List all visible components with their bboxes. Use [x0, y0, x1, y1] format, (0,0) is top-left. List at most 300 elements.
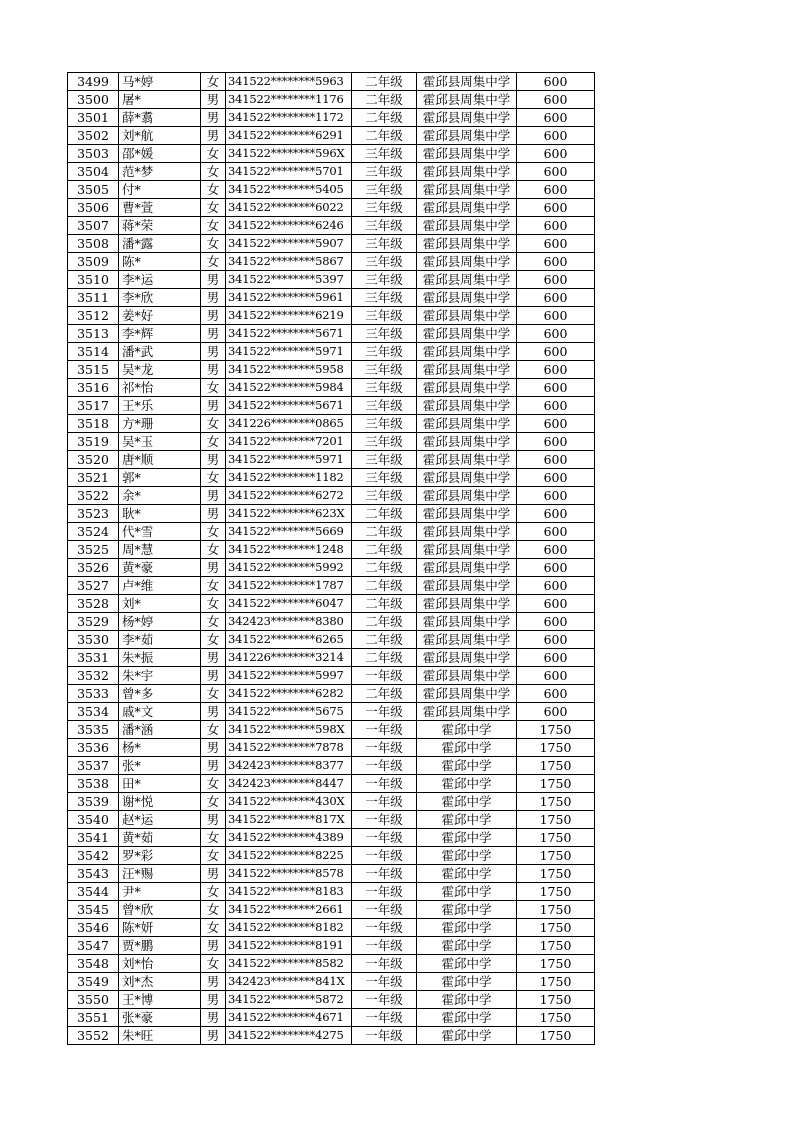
student-name: 黄*茹: [119, 829, 201, 847]
school-name: 霍邱县周集中学: [417, 271, 517, 289]
table-row: [68, 271, 595, 289]
student-name: 张*豪: [119, 1009, 201, 1027]
row-number: 3549: [68, 973, 119, 991]
row-number: 3548: [68, 955, 119, 973]
table-row: [68, 109, 595, 127]
aid-amount: 600: [517, 595, 595, 613]
aid-amount: 600: [517, 649, 595, 667]
gender: 男: [201, 703, 226, 721]
table-row: [68, 199, 595, 217]
table-row: [68, 217, 595, 235]
row-number: 3519: [68, 433, 119, 451]
school-name: 霍邱县周集中学: [417, 91, 517, 109]
gender: 女: [201, 379, 226, 397]
school-name: 霍邱中学: [417, 721, 517, 739]
id-card-number: 341522********6291: [226, 127, 352, 145]
school-name: 霍邱县周集中学: [417, 613, 517, 631]
gender: 男: [201, 739, 226, 757]
school-name: 霍邱中学: [417, 937, 517, 955]
gender: 男: [201, 1009, 226, 1027]
school-name: 霍邱县周集中学: [417, 253, 517, 271]
aid-amount: 600: [517, 145, 595, 163]
grade: 二年级: [352, 577, 417, 595]
student-name: 尹*: [119, 883, 201, 901]
aid-amount: 1750: [517, 847, 595, 865]
student-name: 方*珊: [119, 415, 201, 433]
grade: 一年级: [352, 847, 417, 865]
student-name: 田*: [119, 775, 201, 793]
id-card-number: 341522********4389: [226, 829, 352, 847]
school-name: 霍邱县周集中学: [417, 433, 517, 451]
id-card-number: 341522********5872: [226, 991, 352, 1009]
table-row: [68, 541, 595, 559]
row-number: 3538: [68, 775, 119, 793]
school-name: 霍邱县周集中学: [417, 235, 517, 253]
id-card-number: 342423********841X: [226, 973, 352, 991]
table-row: [68, 1027, 595, 1045]
gender: 女: [201, 595, 226, 613]
row-number: 3518: [68, 415, 119, 433]
student-name: 朱*宇: [119, 667, 201, 685]
grade: 二年级: [352, 559, 417, 577]
aid-amount: 600: [517, 577, 595, 595]
school-name: 霍邱县周集中学: [417, 577, 517, 595]
aid-amount: 600: [517, 667, 595, 685]
row-number: 3506: [68, 199, 119, 217]
school-name: 霍邱中学: [417, 1009, 517, 1027]
table-row: [68, 253, 595, 271]
row-number: 3539: [68, 793, 119, 811]
student-name: 蒋*荣: [119, 217, 201, 235]
school-name: 霍邱县周集中学: [417, 325, 517, 343]
table-row: [68, 847, 595, 865]
aid-amount: 600: [517, 343, 595, 361]
id-card-number: 341522********1182: [226, 469, 352, 487]
table-row: [68, 667, 595, 685]
student-name: 李*运: [119, 271, 201, 289]
grade: 三年级: [352, 289, 417, 307]
table-row: [68, 289, 595, 307]
aid-amount: 600: [517, 631, 595, 649]
student-name: 陈*妍: [119, 919, 201, 937]
row-number: 3544: [68, 883, 119, 901]
grade: 二年级: [352, 523, 417, 541]
aid-amount: 1750: [517, 901, 595, 919]
school-name: 霍邱县周集中学: [417, 361, 517, 379]
table-row: [68, 523, 595, 541]
id-card-number: 341522********596X: [226, 145, 352, 163]
row-number: 3545: [68, 901, 119, 919]
aid-amount: 600: [517, 253, 595, 271]
aid-amount: 600: [517, 451, 595, 469]
id-card-number: 342423********8380: [226, 613, 352, 631]
row-number: 3515: [68, 361, 119, 379]
grade: 三年级: [352, 379, 417, 397]
gender: 男: [201, 667, 226, 685]
school-name: 霍邱县周集中学: [417, 109, 517, 127]
gender: 男: [201, 451, 226, 469]
row-number: 3509: [68, 253, 119, 271]
table-row: [68, 73, 595, 91]
school-name: 霍邱中学: [417, 739, 517, 757]
student-name: 马*婷: [119, 73, 201, 91]
grade: 三年级: [352, 343, 417, 361]
gender: 男: [201, 649, 226, 667]
id-card-number: 341522********5671: [226, 397, 352, 415]
school-name: 霍邱县周集中学: [417, 667, 517, 685]
id-card-number: 341522********7878: [226, 739, 352, 757]
id-card-number: 341522********6047: [226, 595, 352, 613]
id-card-number: 341522********5992: [226, 559, 352, 577]
row-number: 3504: [68, 163, 119, 181]
id-card-number: 341522********6282: [226, 685, 352, 703]
school-name: 霍邱中学: [417, 829, 517, 847]
student-name: 王*博: [119, 991, 201, 1009]
id-card-number: 341522********5397: [226, 271, 352, 289]
row-number: 3501: [68, 109, 119, 127]
aid-amount: 600: [517, 487, 595, 505]
table-row: [68, 451, 595, 469]
student-name: 黄*豪: [119, 559, 201, 577]
gender: 男: [201, 865, 226, 883]
school-name: 霍邱县周集中学: [417, 163, 517, 181]
student-name: 王*乐: [119, 397, 201, 415]
gender: 女: [201, 433, 226, 451]
school-name: 霍邱中学: [417, 793, 517, 811]
school-name: 霍邱县周集中学: [417, 487, 517, 505]
school-name: 霍邱县周集中学: [417, 631, 517, 649]
table-row: [68, 379, 595, 397]
school-name: 霍邱县周集中学: [417, 217, 517, 235]
aid-amount: 600: [517, 415, 595, 433]
id-card-number: 341522********8182: [226, 919, 352, 937]
student-name: 吴*龙: [119, 361, 201, 379]
gender: 男: [201, 505, 226, 523]
grade: 二年级: [352, 541, 417, 559]
student-name: 朱*旺: [119, 1027, 201, 1045]
table-row: [68, 775, 595, 793]
table-row: [68, 829, 595, 847]
id-card-number: 342423********8377: [226, 757, 352, 775]
school-name: 霍邱县周集中学: [417, 523, 517, 541]
gender: 男: [201, 361, 226, 379]
gender: 男: [201, 991, 226, 1009]
gender: 女: [201, 775, 226, 793]
id-card-number: 341522********623X: [226, 505, 352, 523]
row-number: 3524: [68, 523, 119, 541]
aid-amount: 600: [517, 703, 595, 721]
table-row: [68, 145, 595, 163]
row-number: 3542: [68, 847, 119, 865]
id-card-number: 341226********0865: [226, 415, 352, 433]
grade: 三年级: [352, 433, 417, 451]
student-name: 戚*文: [119, 703, 201, 721]
aid-amount: 1750: [517, 973, 595, 991]
row-number: 3529: [68, 613, 119, 631]
row-number: 3547: [68, 937, 119, 955]
row-number: 3551: [68, 1009, 119, 1027]
school-name: 霍邱中学: [417, 883, 517, 901]
id-card-number: 341522********1787: [226, 577, 352, 595]
aid-amount: 600: [517, 199, 595, 217]
row-number: 3512: [68, 307, 119, 325]
grade: 一年级: [352, 955, 417, 973]
id-card-number: 341522********5963: [226, 73, 352, 91]
row-number: 3502: [68, 127, 119, 145]
id-card-number: 341522********8578: [226, 865, 352, 883]
table-row: [68, 163, 595, 181]
school-name: 霍邱中学: [417, 955, 517, 973]
student-name: 汪*赐: [119, 865, 201, 883]
gender: 男: [201, 397, 226, 415]
gender: 男: [201, 307, 226, 325]
aid-amount: 600: [517, 109, 595, 127]
id-card-number: 341522********8183: [226, 883, 352, 901]
gender: 男: [201, 937, 226, 955]
student-aid-table: [67, 72, 595, 1045]
grade: 一年级: [352, 793, 417, 811]
aid-amount: 1750: [517, 883, 595, 901]
grade: 三年级: [352, 451, 417, 469]
gender: 女: [201, 235, 226, 253]
row-number: 3536: [68, 739, 119, 757]
school-name: 霍邱中学: [417, 775, 517, 793]
student-name: 吴*玉: [119, 433, 201, 451]
school-name: 霍邱中学: [417, 847, 517, 865]
student-name: 卢*维: [119, 577, 201, 595]
school-name: 霍邱县周集中学: [417, 649, 517, 667]
school-name: 霍邱县周集中学: [417, 127, 517, 145]
student-name: 刘*怡: [119, 955, 201, 973]
table-row: [68, 1009, 595, 1027]
school-name: 霍邱县周集中学: [417, 415, 517, 433]
gender: 女: [201, 883, 226, 901]
row-number: 3523: [68, 505, 119, 523]
aid-amount: 600: [517, 217, 595, 235]
row-number: 3520: [68, 451, 119, 469]
table-row: [68, 991, 595, 1009]
id-card-number: 341522********5997: [226, 667, 352, 685]
id-card-number: 341522********5701: [226, 163, 352, 181]
row-number: 3513: [68, 325, 119, 343]
id-card-number: 341522********1176: [226, 91, 352, 109]
gender: 女: [201, 145, 226, 163]
grade: 一年级: [352, 973, 417, 991]
id-card-number: 341522********6219: [226, 307, 352, 325]
id-card-number: 341522********5907: [226, 235, 352, 253]
aid-amount: 1750: [517, 739, 595, 757]
aid-amount: 600: [517, 289, 595, 307]
aid-amount: 600: [517, 541, 595, 559]
school-name: 霍邱中学: [417, 811, 517, 829]
table-row: [68, 631, 595, 649]
grade: 三年级: [352, 253, 417, 271]
table-row: [68, 127, 595, 145]
student-name: 杨*: [119, 739, 201, 757]
student-name: 刘*: [119, 595, 201, 613]
student-name: 薛*翥: [119, 109, 201, 127]
row-number: 3541: [68, 829, 119, 847]
gender: 女: [201, 181, 226, 199]
gender: 男: [201, 325, 226, 343]
aid-amount: 600: [517, 379, 595, 397]
row-number: 3517: [68, 397, 119, 415]
id-card-number: 341522********4275: [226, 1027, 352, 1045]
gender: 男: [201, 271, 226, 289]
student-name: 范*梦: [119, 163, 201, 181]
aid-amount: 600: [517, 433, 595, 451]
id-card-number: 341522********5984: [226, 379, 352, 397]
gender: 女: [201, 919, 226, 937]
grade: 二年级: [352, 613, 417, 631]
row-number: 3533: [68, 685, 119, 703]
grade: 一年级: [352, 829, 417, 847]
table-row: [68, 577, 595, 595]
student-name: 潘*武: [119, 343, 201, 361]
aid-amount: 1750: [517, 937, 595, 955]
row-number: 3507: [68, 217, 119, 235]
student-name: 曾*多: [119, 685, 201, 703]
aid-amount: 600: [517, 325, 595, 343]
gender: 女: [201, 721, 226, 739]
table-row: [68, 703, 595, 721]
id-card-number: 341522********7201: [226, 433, 352, 451]
grade: 一年级: [352, 991, 417, 1009]
row-number: 3543: [68, 865, 119, 883]
school-name: 霍邱县周集中学: [417, 181, 517, 199]
aid-amount: 1750: [517, 793, 595, 811]
grade: 三年级: [352, 469, 417, 487]
grade: 三年级: [352, 271, 417, 289]
gender: 女: [201, 847, 226, 865]
school-name: 霍邱中学: [417, 991, 517, 1009]
school-name: 霍邱县周集中学: [417, 145, 517, 163]
school-name: 霍邱中学: [417, 1027, 517, 1045]
row-number: 3528: [68, 595, 119, 613]
student-name: 张*: [119, 757, 201, 775]
gender: 男: [201, 109, 226, 127]
table-row: [68, 487, 595, 505]
gender: 男: [201, 757, 226, 775]
school-name: 霍邱县周集中学: [417, 397, 517, 415]
grade: 三年级: [352, 199, 417, 217]
grade: 三年级: [352, 145, 417, 163]
student-name: 屠*: [119, 91, 201, 109]
student-name: 姜*好: [119, 307, 201, 325]
gender: 男: [201, 973, 226, 991]
grade: 一年级: [352, 721, 417, 739]
gender: 男: [201, 91, 226, 109]
student-name: 刘*航: [119, 127, 201, 145]
table-row: [68, 595, 595, 613]
row-number: 3503: [68, 145, 119, 163]
gender: 男: [201, 343, 226, 361]
table-row: [68, 397, 595, 415]
grade: 二年级: [352, 631, 417, 649]
aid-amount: 1750: [517, 775, 595, 793]
grade: 二年级: [352, 505, 417, 523]
aid-amount: 600: [517, 181, 595, 199]
school-name: 霍邱县周集中学: [417, 541, 517, 559]
gender: 女: [201, 685, 226, 703]
grade: 三年级: [352, 397, 417, 415]
student-name: 曾*欣: [119, 901, 201, 919]
grade: 一年级: [352, 757, 417, 775]
student-name: 赵*运: [119, 811, 201, 829]
aid-amount: 1750: [517, 811, 595, 829]
student-name: 杨*婷: [119, 613, 201, 631]
row-number: 3521: [68, 469, 119, 487]
aid-amount: 600: [517, 397, 595, 415]
row-number: 3508: [68, 235, 119, 253]
id-card-number: 342423********8447: [226, 775, 352, 793]
grade: 二年级: [352, 595, 417, 613]
gender: 女: [201, 217, 226, 235]
grade: 一年级: [352, 919, 417, 937]
aid-amount: 1750: [517, 721, 595, 739]
school-name: 霍邱县周集中学: [417, 685, 517, 703]
row-number: 3516: [68, 379, 119, 397]
grade: 一年级: [352, 703, 417, 721]
school-name: 霍邱中学: [417, 973, 517, 991]
student-name: 周*慧: [119, 541, 201, 559]
student-name: 祁*怡: [119, 379, 201, 397]
id-card-number: 341522********6022: [226, 199, 352, 217]
gender: 女: [201, 73, 226, 91]
table-body: [68, 73, 595, 1045]
student-name: 付*: [119, 181, 201, 199]
id-card-number: 341522********1248: [226, 541, 352, 559]
student-name: 李*辉: [119, 325, 201, 343]
row-number: 3525: [68, 541, 119, 559]
aid-amount: 1750: [517, 757, 595, 775]
table-row: [68, 325, 595, 343]
table-row: [68, 721, 595, 739]
table-row: [68, 739, 595, 757]
student-name: 曹*萱: [119, 199, 201, 217]
row-number: 3534: [68, 703, 119, 721]
grade: 二年级: [352, 649, 417, 667]
school-name: 霍邱中学: [417, 901, 517, 919]
gender: 女: [201, 199, 226, 217]
school-name: 霍邱县周集中学: [417, 379, 517, 397]
table-row: [68, 235, 595, 253]
id-card-number: 341522********5961: [226, 289, 352, 307]
table-row: [68, 559, 595, 577]
gender: 女: [201, 541, 226, 559]
student-name: 罗*彩: [119, 847, 201, 865]
aid-amount: 600: [517, 73, 595, 91]
grade: 一年级: [352, 901, 417, 919]
grade: 三年级: [352, 487, 417, 505]
id-card-number: 341522********4671: [226, 1009, 352, 1027]
gender: 男: [201, 127, 226, 145]
table-row: [68, 343, 595, 361]
id-card-number: 341522********5971: [226, 451, 352, 469]
gender: 女: [201, 901, 226, 919]
row-number: 3510: [68, 271, 119, 289]
id-card-number: 341522********2661: [226, 901, 352, 919]
grade: 一年级: [352, 739, 417, 757]
gender: 男: [201, 559, 226, 577]
gender: 女: [201, 613, 226, 631]
table-row: [68, 865, 595, 883]
aid-amount: 1750: [517, 1027, 595, 1045]
id-card-number: 341522********5971: [226, 343, 352, 361]
aid-amount: 600: [517, 163, 595, 181]
table-row: [68, 919, 595, 937]
student-name: 贾*鹏: [119, 937, 201, 955]
